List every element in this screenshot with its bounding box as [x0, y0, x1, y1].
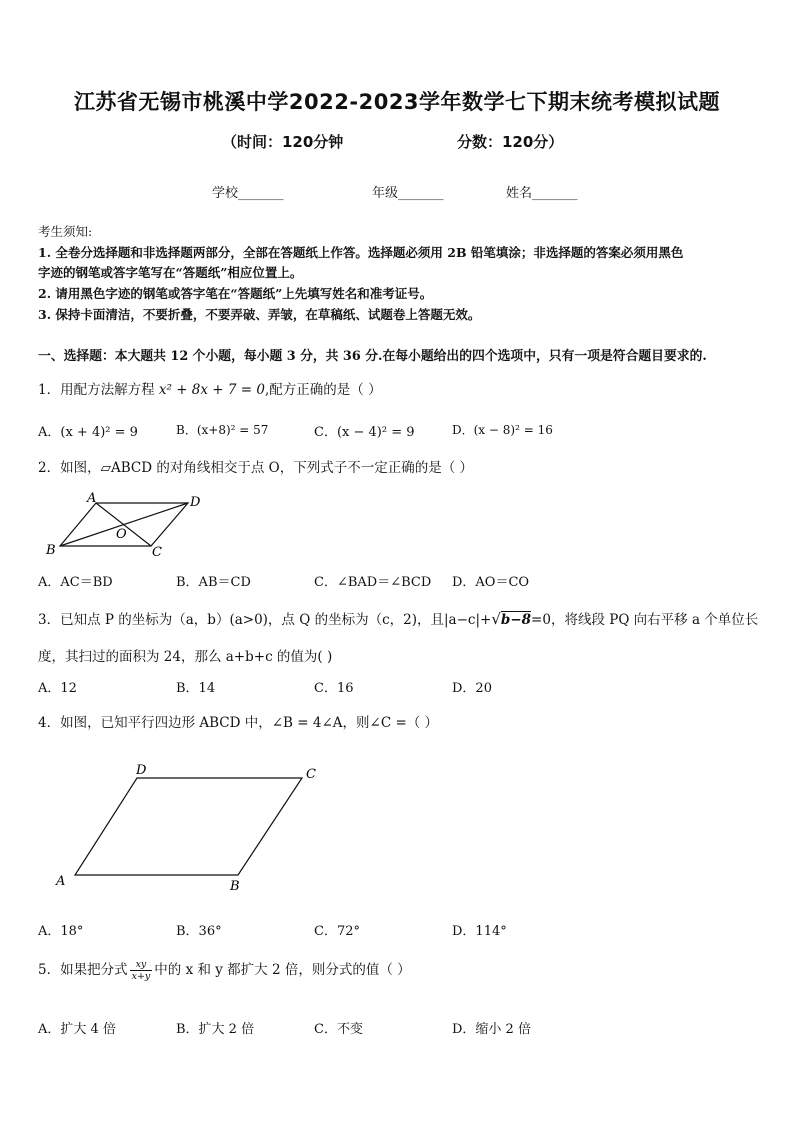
question-2-stem: 2．如图，▱ABCD 的对角线相交于点 O，下列式子不一定正确的是（ ）: [38, 460, 473, 476]
question-3-line-2: 度，其扫过的面积为 24，那么 a+b+c 的值为( ): [38, 649, 333, 665]
q5-option-c[interactable]: C．不变: [314, 1022, 363, 1037]
notes-item-1a: 1. 全卷分选择题和非选择题两部分，全部在答题纸上作答。选择题必须用 2B 铅笔填涂；非选择题的答案必须用黑色: [38, 245, 684, 260]
q4-label-a: A: [56, 874, 66, 889]
notes-item-3: 3. 保持卡面清洁，不要折叠，不要弄破、弄皱，在草稿纸、试题卷上答题无效。: [38, 307, 481, 322]
question-3-line-1: [38, 608, 758, 628]
q4-option-c[interactable]: C．72°: [314, 924, 360, 939]
q5-stem-pre: 5．如果把分式: [38, 962, 128, 978]
q2-label-b: B: [46, 543, 56, 558]
q1-equation: x² + 8x + 7 = 0: [158, 382, 265, 398]
q5-fraction: [130, 959, 153, 982]
q1-stem-pre: 1．用配方法解方程: [38, 382, 159, 398]
exam-title: 江苏省无锡市桃溪中学2022-2023学年数学七下期末统考模拟试题: [73, 90, 721, 114]
q3-option-d[interactable]: D．20: [452, 681, 492, 696]
sqrt-icon: √: [491, 610, 501, 628]
q5-fraction-numerator: xy: [130, 959, 153, 971]
q3-line1-post: =0，将线段 PQ 向右平移 a 个单位长: [531, 612, 759, 628]
q1-option-b[interactable]: B．(x+8)² = 57: [176, 423, 269, 437]
q3-sqrt-content: b−8: [500, 612, 532, 628]
exam-time: （时间：120分钟: [222, 133, 344, 151]
q2-option-d[interactable]: D．AO＝CO: [452, 575, 530, 590]
q1-option-a[interactable]: A．(x + 4)² = 9: [38, 425, 138, 440]
notes-item-2: 2. 请用黑色字迹的钢笔或答字笔在“答题纸”上先填写姓名和准考证号。: [38, 286, 433, 301]
notes-item-1b: 字迹的钢笔或答字笔写在“答题纸”相应位置上。: [38, 265, 303, 280]
q2-label-d: D: [190, 495, 201, 510]
q4-option-d[interactable]: D．114°: [452, 924, 507, 939]
q2-label-c: C: [152, 545, 162, 560]
school-field: 学校_______: [212, 186, 284, 201]
q2-label-a: A: [87, 491, 97, 506]
question-5-stem: [38, 958, 411, 982]
q4-option-a[interactable]: A．18°: [38, 924, 84, 939]
q1-option-d[interactable]: D．(x − 8)² = 16: [452, 423, 553, 437]
q2-option-c[interactable]: C．∠BAD＝∠BCD: [314, 575, 432, 590]
section-heading: 一、选择题：本大题共 12 个小题，每小题 3 分，共 36 分.在每小题给出的四个选项中，只有一项是符合题目要求的.: [38, 349, 707, 364]
q2-option-a[interactable]: A．AC＝BD: [38, 575, 113, 590]
q3-option-c[interactable]: C．16: [314, 681, 354, 696]
q2-parallelogram-figure: [40, 488, 220, 563]
q5-option-d[interactable]: D．缩小 2 倍: [452, 1022, 531, 1037]
q1-option-c[interactable]: C．(x − 4)² = 9: [314, 425, 415, 440]
q4-label-c: C: [306, 767, 316, 782]
q5-option-b[interactable]: B．扩大 2 倍: [176, 1022, 255, 1037]
question-4-stem: 4．如图，已知平行四边形 ABCD 中，∠B = 4∠A，则∠C =（ ）: [38, 715, 439, 731]
grade-field: 年级_______: [372, 186, 444, 201]
q2-option-b[interactable]: B．AB＝CD: [176, 575, 251, 590]
exam-score: 分数：120分）: [457, 133, 564, 151]
q2-label-o: O: [116, 527, 127, 542]
q1-stem-post: ,配方正确的是（ ）: [264, 382, 382, 398]
q4-parallelogram-shape: [75, 778, 302, 875]
question-1-stem: [38, 378, 382, 398]
q3-line1-pre: 3．已知点 P 的坐标为（a，b）(a>0)，点 Q 的坐标为（c，2)，且|a−c|+: [38, 612, 492, 628]
q5-stem-post: 中的 x 和 y 都扩大 2 倍，则分式的值（ ）: [154, 962, 411, 978]
q4-parallelogram-figure: [50, 760, 330, 895]
q4-label-d: D: [136, 763, 147, 778]
notes-heading: 考生须知:: [38, 224, 93, 239]
q4-option-b[interactable]: B．36°: [176, 924, 222, 939]
name-field: 姓名_______: [506, 186, 578, 201]
q5-option-a[interactable]: A．扩大 4 倍: [38, 1022, 116, 1037]
q3-option-a[interactable]: A．12: [38, 681, 77, 696]
q4-label-b: B: [230, 879, 240, 894]
q5-fraction-denominator: x+y: [131, 971, 151, 982]
q3-option-b[interactable]: B．14: [176, 681, 216, 696]
